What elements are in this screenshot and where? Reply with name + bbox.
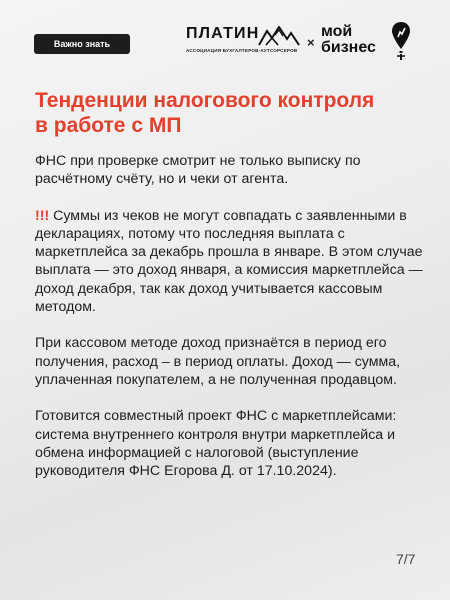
paragraph-2-text: Суммы из чеков не могут совпадать с заявленными в декларациях, потому что последняя выплата с маркетплейса за декабрь прошла в январе. В этом случае выплата — это доход января, а комиссия маркетплейса — доход декабря, так как доход учитывается кассовым методом. <box>35 207 423 316</box>
partnership-separator: × <box>307 35 315 50</box>
important-badge: Важно знать <box>34 34 130 54</box>
platin-logo-subtitle: АССОЦИАЦИЯ БУХГАЛТЕРОВ-АУТСОРСЕРОВ <box>186 48 298 53</box>
paragraph-2 <box>35 207 435 317</box>
location-pin-logo-icon <box>390 20 412 62</box>
paragraph-4: Готовится совместный проект ФНС с маркетплейсами: система внутреннего контроля внутри маркетплейса и обмена информацией с налоговой (выступление руководителя ФНС Егорова Д. от 17.10.2024). <box>35 408 397 480</box>
slide-title-line2: в работе с МП <box>35 114 182 137</box>
page-counter: 7/7 <box>396 551 416 567</box>
moy-biznes-logo-line1: мой <box>321 23 353 40</box>
alert-marker: !!! <box>35 207 50 224</box>
moy-biznes-logo <box>321 23 393 63</box>
moy-biznes-logo-line2: бизнес <box>321 39 376 56</box>
paragraph-1: ФНС при проверке смотрит не только выписку по расчётному счёту, но и чеки от агента. <box>35 153 361 188</box>
platin-logo <box>186 24 300 60</box>
slide-title <box>35 88 425 138</box>
slide-title-line1: Тенденции налогового контроля <box>35 89 375 112</box>
paragraph-3: При кассовом методе доход признаётся в период его получения, расход – в период оплаты. Доход — сумма, уплаченная покупателем, а не полученная продавцом. <box>35 335 401 388</box>
platin-logo-name: ПЛАТИН <box>186 25 260 42</box>
mountains-logo-icon <box>258 26 300 46</box>
slide-body <box>35 152 435 498</box>
